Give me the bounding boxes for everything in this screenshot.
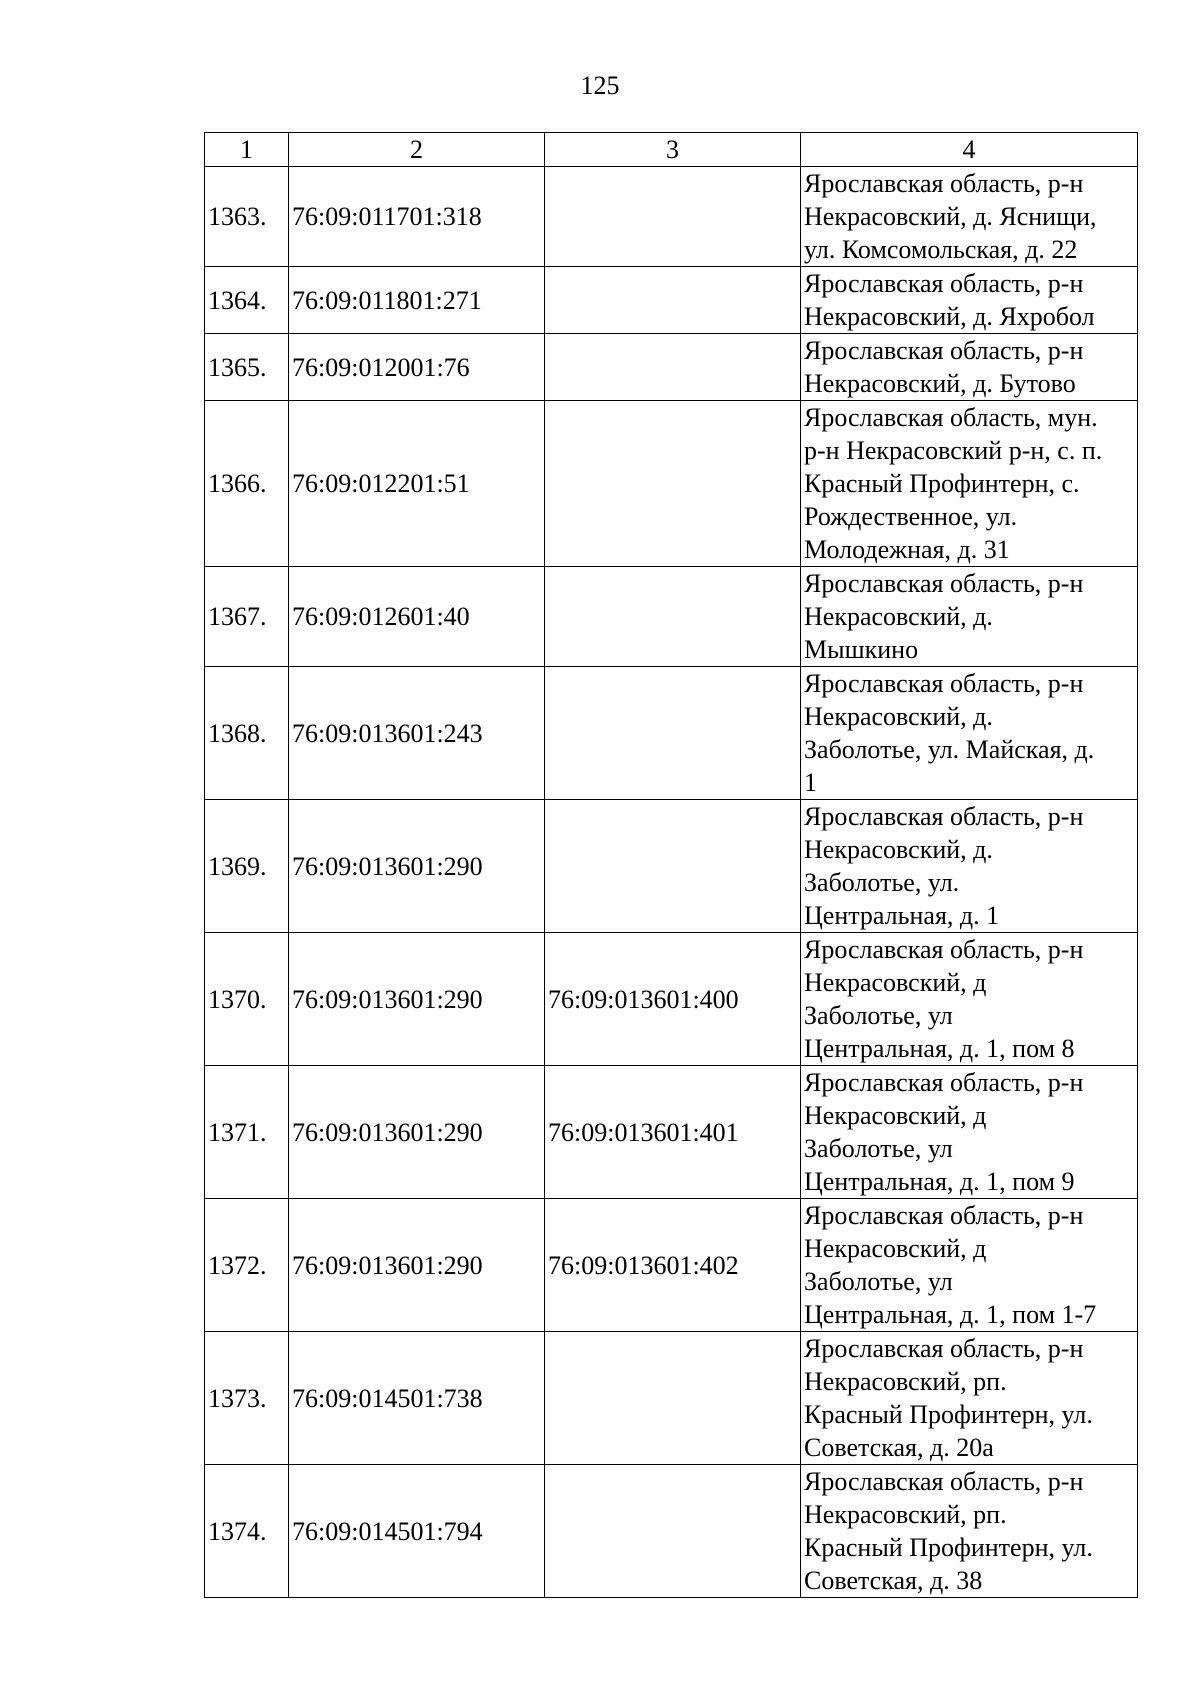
sub-cadastral-number bbox=[545, 1332, 801, 1465]
address-line: Красный Профинтерн, с. bbox=[804, 469, 1080, 498]
table-row bbox=[205, 1066, 1138, 1199]
page-number: 125 bbox=[580, 71, 620, 100]
cadastral-number: 76:09:013601:290 bbox=[289, 800, 545, 933]
address-line: Ярославская область, р-н bbox=[804, 569, 1084, 598]
register-table bbox=[204, 132, 1138, 1598]
address-line: Ярославская область, р-н bbox=[804, 935, 1084, 964]
address-line: Заболотье, ул bbox=[804, 1267, 953, 1296]
cadastral-number: 76:09:014501:794 bbox=[289, 1465, 545, 1598]
address-line: Заболотье, ул. bbox=[804, 868, 960, 897]
cadastral-number: 76:09:013601:290 bbox=[289, 1066, 545, 1199]
sub-cadastral-number: 76:09:013601:401 bbox=[545, 1066, 801, 1199]
address-line: Некрасовский, рп. bbox=[804, 1367, 1007, 1396]
row-number: 1365. bbox=[205, 334, 289, 401]
address-line: Ярославская область, р-н bbox=[804, 669, 1084, 698]
address-line: Центральная, д. 1, пом 8 bbox=[804, 1034, 1075, 1063]
cadastral-number: 76:09:012001:76 bbox=[289, 334, 545, 401]
table-row bbox=[205, 267, 1138, 334]
address-line: Заболотье, ул bbox=[804, 1001, 953, 1030]
address-cell bbox=[801, 667, 1138, 800]
address-line: Ярославская область, р-н bbox=[804, 1201, 1084, 1230]
table-row bbox=[205, 334, 1138, 401]
address-line: Некрасовский, д. bbox=[804, 835, 993, 864]
address-line: Ярославская область, р-н bbox=[804, 336, 1084, 365]
address-line: Мышкино bbox=[804, 635, 919, 664]
row-number: 1367. bbox=[205, 567, 289, 667]
address-cell bbox=[801, 1199, 1138, 1332]
address-line: Некрасовский, рп. bbox=[804, 1500, 1007, 1529]
row-number: 1366. bbox=[205, 401, 289, 567]
header-col-2: 2 bbox=[289, 133, 545, 167]
sub-cadastral-number bbox=[545, 1465, 801, 1598]
table-row bbox=[205, 667, 1138, 800]
row-number: 1368. bbox=[205, 667, 289, 800]
sub-cadastral-number bbox=[545, 800, 801, 933]
sub-cadastral-number bbox=[545, 267, 801, 334]
address-line: Молодежная, д. 31 bbox=[804, 535, 1010, 564]
address-line: Ярославская область, р-н bbox=[804, 269, 1084, 298]
cadastral-number: 76:09:013601:290 bbox=[289, 1199, 545, 1332]
row-number: 1372. bbox=[205, 1199, 289, 1332]
table-row bbox=[205, 1199, 1138, 1332]
address-cell bbox=[801, 334, 1138, 401]
row-number: 1364. bbox=[205, 267, 289, 334]
row-number: 1371. bbox=[205, 1066, 289, 1199]
address-line: Некрасовский, д. Яхробол bbox=[804, 302, 1095, 331]
table-header-row bbox=[205, 133, 1138, 167]
address-cell bbox=[801, 800, 1138, 933]
address-line: Советская, д. 38 bbox=[804, 1566, 983, 1595]
address-line: Советская, д. 20а bbox=[804, 1433, 994, 1462]
address-line: Некрасовский, д bbox=[804, 1101, 987, 1130]
cadastral-number: 76:09:013601:243 bbox=[289, 667, 545, 800]
table-row bbox=[205, 933, 1138, 1066]
address-cell bbox=[801, 933, 1138, 1066]
address-line: Некрасовский, д. bbox=[804, 602, 993, 631]
address-line: Ярославская область, мун. bbox=[804, 403, 1098, 432]
row-number: 1363. bbox=[205, 167, 289, 267]
address-line: Некрасовский, д bbox=[804, 968, 987, 997]
address-line: Центральная, д. 1 bbox=[804, 901, 1000, 930]
address-cell bbox=[801, 1332, 1138, 1465]
table-row bbox=[205, 401, 1138, 567]
cadastral-number: 76:09:012201:51 bbox=[289, 401, 545, 567]
cadastral-number: 76:09:011701:318 bbox=[289, 167, 545, 267]
address-line: Некрасовский, д. bbox=[804, 702, 993, 731]
row-number: 1374. bbox=[205, 1465, 289, 1598]
address-line: Некрасовский, д. Бутово bbox=[804, 369, 1076, 398]
table-row bbox=[205, 567, 1138, 667]
row-number: 1370. bbox=[205, 933, 289, 1066]
sub-cadastral-number bbox=[545, 167, 801, 267]
address-line: Некрасовский, д bbox=[804, 1234, 987, 1263]
cadastral-number: 76:09:012601:40 bbox=[289, 567, 545, 667]
address-line: Ярославская область, р-н bbox=[804, 1068, 1084, 1097]
address-line: Ярославская область, р-н bbox=[804, 169, 1084, 198]
cadastral-number: 76:09:013601:290 bbox=[289, 933, 545, 1066]
table-row bbox=[205, 1332, 1138, 1465]
table-body bbox=[205, 167, 1138, 1598]
address-line: Заболотье, ул. Майская, д. bbox=[804, 735, 1095, 764]
sub-cadastral-number bbox=[545, 334, 801, 401]
table-row bbox=[205, 167, 1138, 267]
sub-cadastral-number: 76:09:013601:400 bbox=[545, 933, 801, 1066]
header-col-4: 4 bbox=[801, 133, 1138, 167]
address-line: Заболотье, ул bbox=[804, 1134, 953, 1163]
address-line: Ярославская область, р-н bbox=[804, 1467, 1084, 1496]
address-line: Ярославская область, р-н bbox=[804, 802, 1084, 831]
address-line: Рождественное, ул. bbox=[804, 502, 1018, 531]
address-cell bbox=[801, 1465, 1138, 1598]
sub-cadastral-number bbox=[545, 667, 801, 800]
header-col-1: 1 bbox=[205, 133, 289, 167]
address-line: Центральная, д. 1, пом 1-7 bbox=[804, 1300, 1097, 1329]
address-cell bbox=[801, 567, 1138, 667]
address-line: р-н Некрасовский р-н, с. п. bbox=[804, 436, 1103, 465]
address-line: Ярославская область, р-н bbox=[804, 1334, 1084, 1363]
table-row bbox=[205, 1465, 1138, 1598]
row-number: 1373. bbox=[205, 1332, 289, 1465]
sub-cadastral-number: 76:09:013601:402 bbox=[545, 1199, 801, 1332]
address-cell bbox=[801, 401, 1138, 567]
address-line: Красный Профинтерн, ул. bbox=[804, 1400, 1093, 1429]
table-row bbox=[205, 800, 1138, 933]
cadastral-number: 76:09:011801:271 bbox=[289, 267, 545, 334]
address-line: Некрасовский, д. Яснищи, bbox=[804, 202, 1097, 231]
address-line: Красный Профинтерн, ул. bbox=[804, 1533, 1093, 1562]
header-col-3: 3 bbox=[545, 133, 801, 167]
sub-cadastral-number bbox=[545, 567, 801, 667]
address-cell bbox=[801, 267, 1138, 334]
address-cell bbox=[801, 1066, 1138, 1199]
address-line: ул. Комсомольская, д. 22 bbox=[804, 235, 1078, 264]
cadastral-number: 76:09:014501:738 bbox=[289, 1332, 545, 1465]
row-number: 1369. bbox=[205, 800, 289, 933]
address-line: 1 bbox=[804, 768, 817, 797]
sub-cadastral-number bbox=[545, 401, 801, 567]
address-line: Центральная, д. 1, пом 9 bbox=[804, 1167, 1075, 1196]
address-cell bbox=[801, 167, 1138, 267]
